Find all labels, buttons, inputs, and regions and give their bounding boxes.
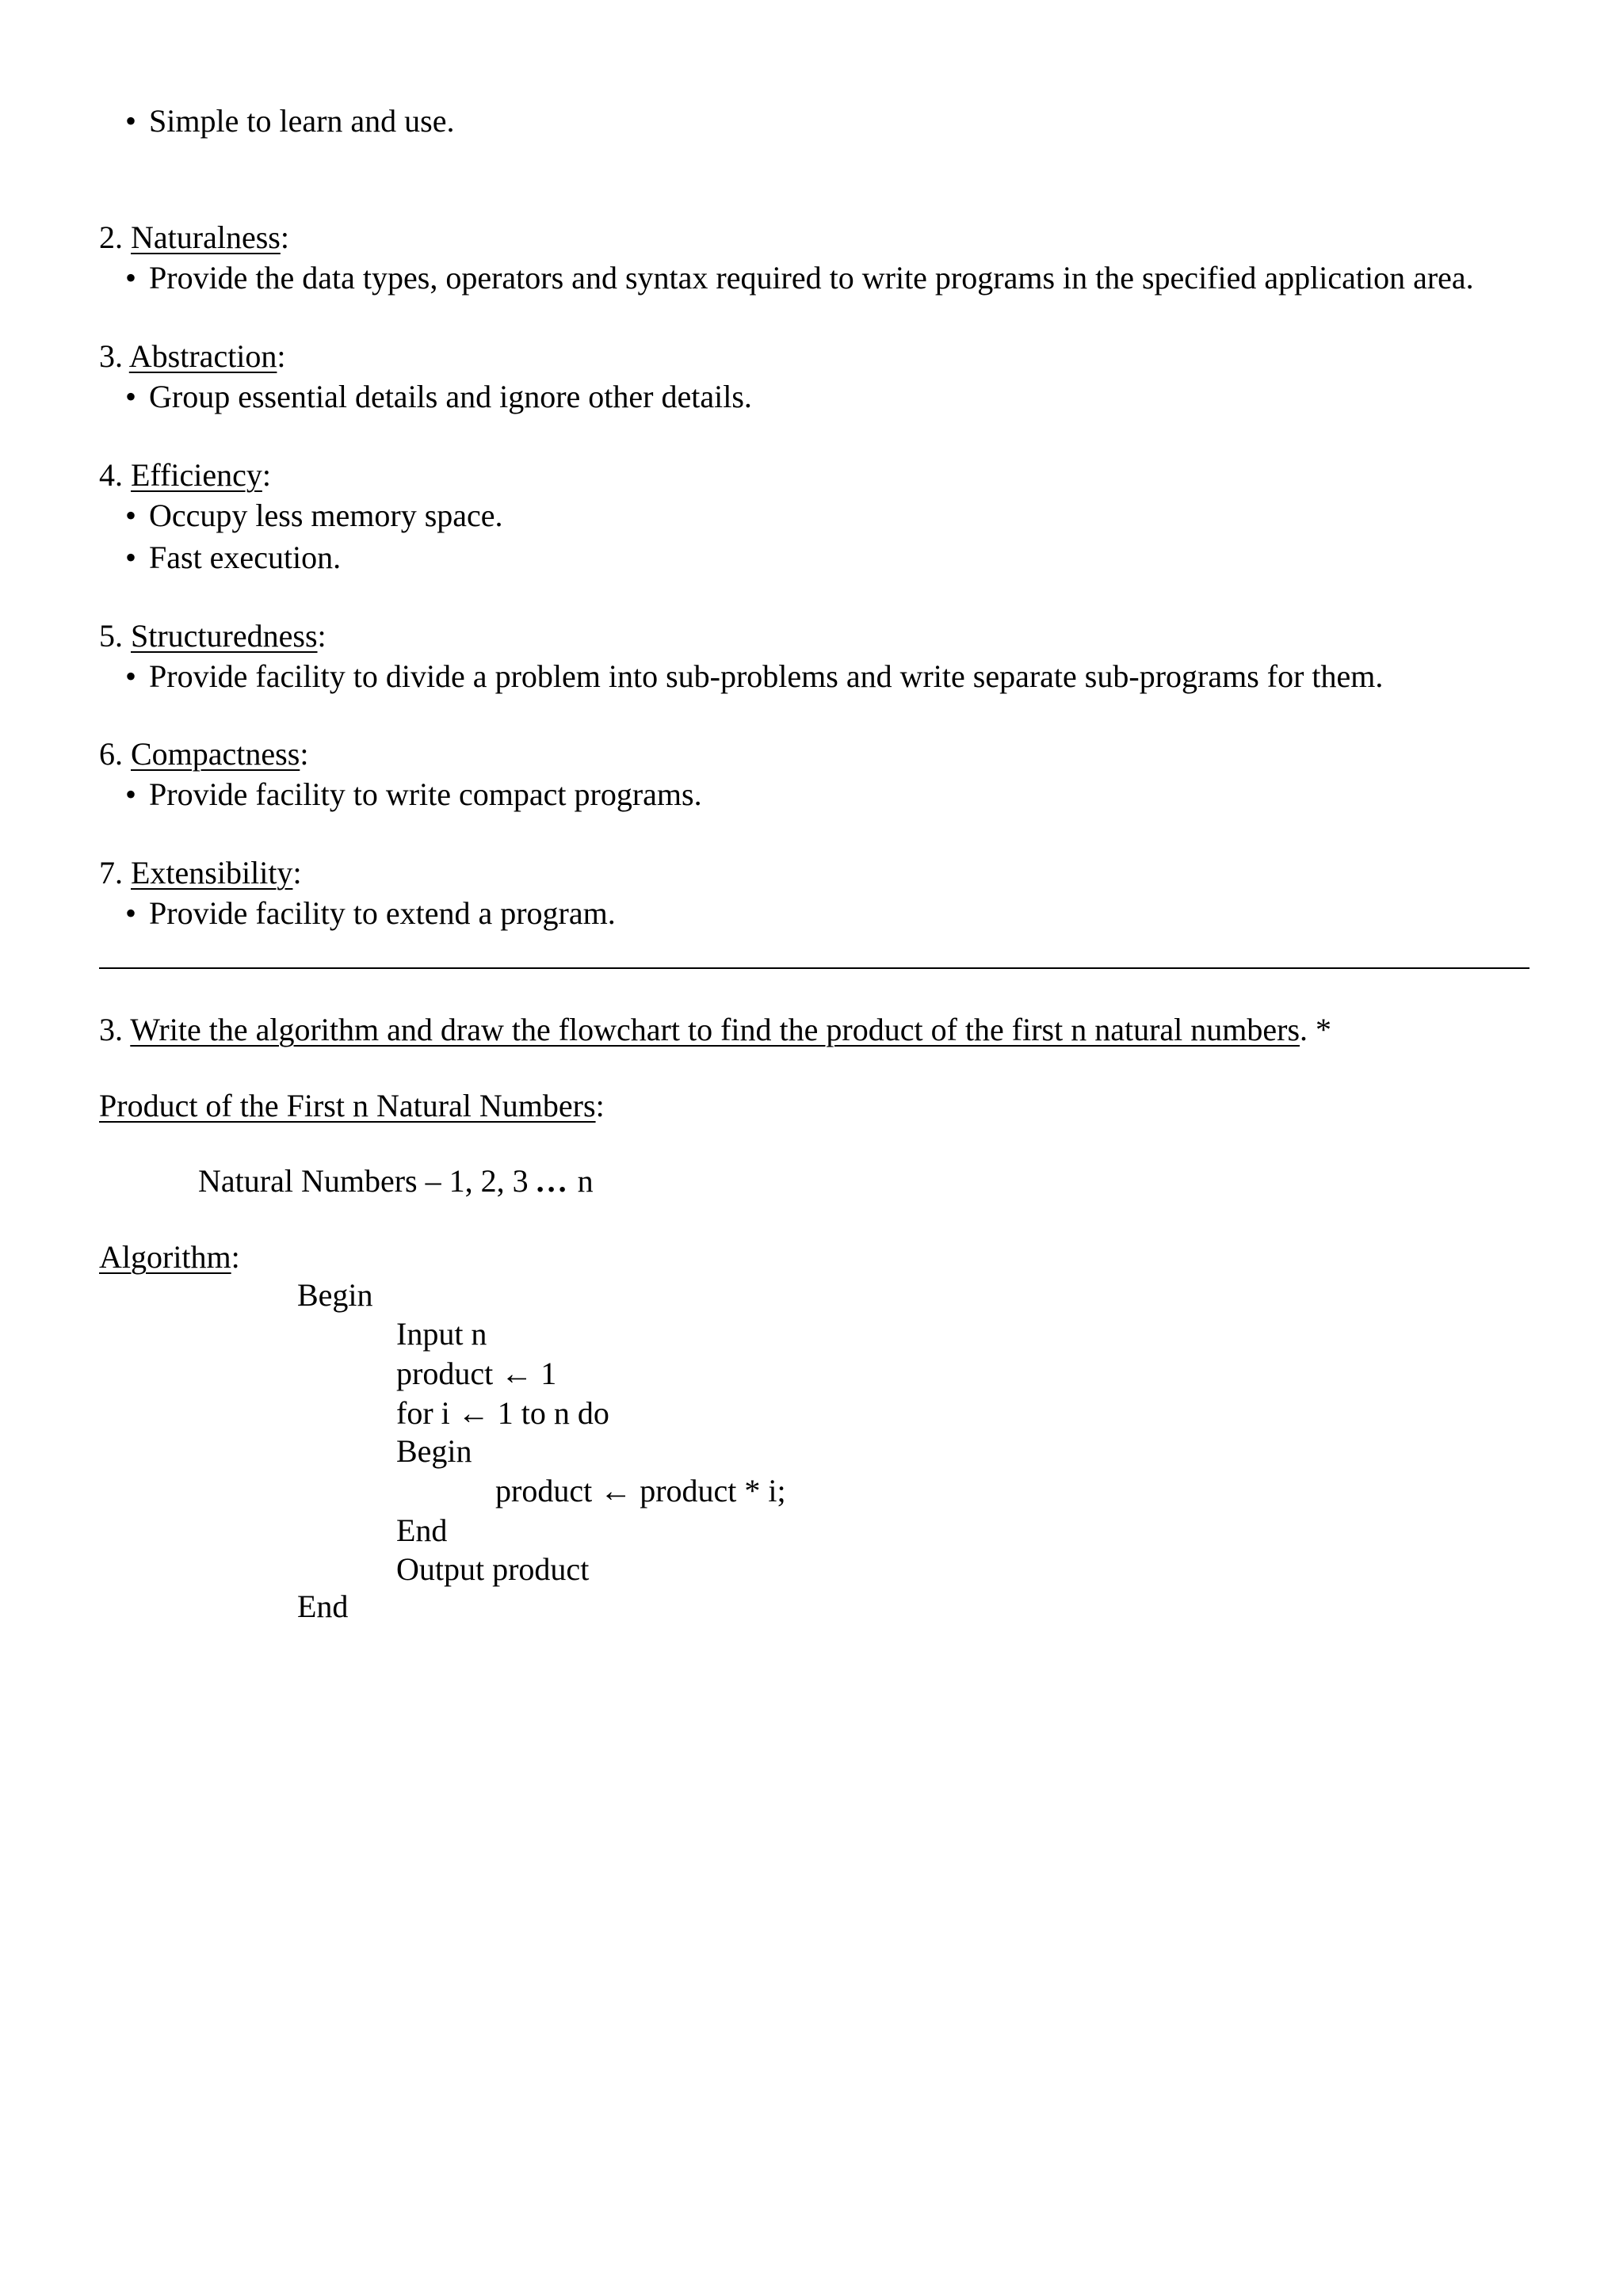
feature-heading: 5. Structuredness: — [99, 618, 327, 654]
list-item-text: Provide facility to extend a program. — [149, 895, 616, 931]
question-text: Write the algorithm and draw the flowchart to find the product of the first n natural numbers — [130, 1012, 1300, 1047]
feature-title: Compactness — [131, 736, 300, 772]
bullet-icon: • — [125, 379, 137, 414]
list-item — [125, 381, 752, 413]
list-item — [125, 658, 1384, 694]
natural-numbers-line: Natural Numbers – 1, 2, 3 ... n — [198, 1163, 594, 1199]
algorithm-line: product ← product * i; — [495, 1473, 786, 1508]
list-item — [125, 105, 454, 137]
feature-heading: 6. Compactness: — [99, 736, 309, 772]
feature-heading: 3. Abstraction: — [99, 338, 286, 374]
bullet-icon: • — [125, 895, 137, 931]
list-item-text: Provide facility to write compact programs. — [149, 776, 702, 812]
feature-heading: 4. Efficiency: — [99, 457, 271, 493]
list-item-text: Provide facility to divide a problem into sub-problems and write separate sub-programs for them. — [149, 658, 1384, 694]
list-item-text: Simple to learn and use. — [149, 103, 455, 139]
bullet-icon: • — [125, 776, 137, 812]
section-title: Product of the First n Natural Numbers — [99, 1088, 596, 1123]
bullet-icon: • — [125, 498, 137, 533]
algorithm-line: End — [297, 1589, 349, 1624]
question-heading: 3. Write the algorithm and draw the flowchart to find the product of the first n natural numbers. * — [99, 1012, 1332, 1047]
list-item — [125, 776, 702, 812]
list-item-text: Occupy less memory space. — [149, 498, 503, 533]
algorithm-line: Output product — [396, 1551, 590, 1587]
list-item — [125, 262, 1474, 294]
bullet-icon: • — [125, 540, 137, 575]
feature-title: Abstraction — [128, 338, 277, 374]
list-item — [125, 500, 503, 532]
algorithm-line: Input n — [396, 1316, 487, 1352]
bullet-icon: • — [125, 658, 137, 694]
algorithm-line: Begin — [297, 1277, 373, 1313]
algorithm-line: End — [396, 1512, 448, 1548]
bullet-icon: • — [125, 103, 137, 139]
list-item-text: Fast execution. — [149, 540, 342, 575]
section-heading: Product of the First n Natural Numbers: — [99, 1088, 605, 1123]
algorithm-line: Begin — [396, 1433, 472, 1469]
feature-title: Structuredness — [131, 618, 318, 654]
algorithm-label: Algorithm: — [99, 1239, 240, 1275]
horizontal-divider — [99, 967, 1529, 969]
list-item — [125, 895, 616, 931]
ellipsis: ... — [536, 1163, 570, 1199]
feature-title: Extensibility — [131, 855, 293, 891]
feature-title: Efficiency — [131, 457, 262, 493]
bullet-icon: • — [125, 260, 137, 296]
algorithm-line: for i ← 1 to n do — [396, 1395, 609, 1431]
feature-heading: 2. Naturalness: — [99, 219, 289, 255]
list-item-text: Group essential details and ignore other details. — [149, 379, 752, 414]
list-item — [125, 542, 341, 574]
algorithm-line: product ← 1 — [396, 1356, 557, 1391]
list-item-text: Provide the data types, operators and syntax required to write programs in the specified application area. — [149, 260, 1474, 296]
feature-heading: 7. Extensibility: — [99, 855, 302, 891]
feature-title: Naturalness — [131, 219, 281, 255]
